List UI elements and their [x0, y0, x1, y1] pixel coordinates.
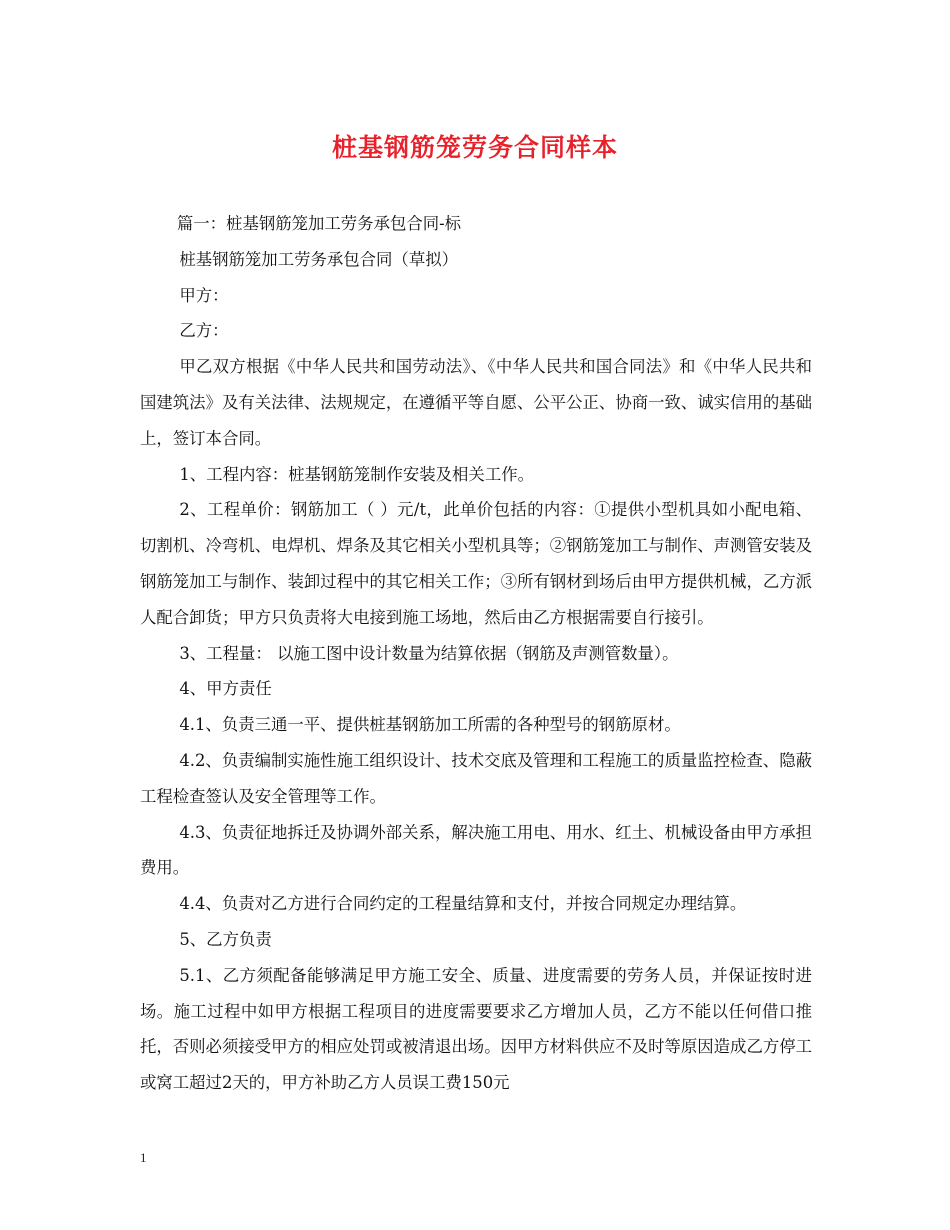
preamble-paragraph: 甲乙双方根据《中华人民共和国劳动法》、《中华人民共和国合同法》和《中华人民共和国建筑法》及有关法律、法规规定，在遵循平等自愿、公平公正、协商一致、诚实信用的基础上，签订本合同。 [140, 357, 813, 448]
document-body [140, 206, 812, 1101]
clause-4-1: 4.1、负责三通一平、提供桩基钢筋加工所需的各种型号的钢筋原材。 [179, 715, 681, 735]
clause-2: 2、工程单价：钢筋加工（ ）元/t，此单价包括的内容：①提供小型机具如小配电箱、切割机、冷弯机、电焊机、焊条及其它相关小型机具等；②钢筋笼加工与制作、声测管安装及钢筋笼加工与制作、装卸过程中的其它相关工作；③所有钢材到场后由甲方提供机械，乙方派人配合卸货；甲方只负责将大电接到施工场地，然后由乙方根据需要自行接引。 [140, 500, 813, 627]
document-title: 桩基钢筋笼劳务合同样本 [331, 133, 618, 162]
contract-name: 桩基钢筋笼加工劳务承包合同（草拟） [179, 249, 458, 269]
clause-4-3: 4.3、负责征地拆迁及协调外部关系，解决施工用电、用水、红土、机械设备由甲方承担费用。 [140, 822, 812, 878]
clause-3: 3、工程量： 以施工图中设计数量为结算依据（钢筋及声测管数量）。 [179, 643, 679, 663]
clause-1: 1、工程内容：桩基钢筋笼制作安装及相关工作。 [179, 464, 534, 484]
clause-4-4: 4.4、负责对乙方进行合同约定的工程量结算和支付，并按合同规定办理结算。 [179, 894, 747, 914]
page-number: 1 [140, 1150, 147, 1165]
clause-4-2: 4.2、负责编制实施性施工组织设计、技术交底及管理和工程施工的质量监控检查、隐蔽工程检查签认及安全管理等工作。 [140, 750, 812, 806]
clause-5-heading: 5、乙方负责 [179, 929, 272, 949]
party-a-line: 甲方： [179, 285, 229, 305]
party-b-line: 乙方： [179, 321, 229, 341]
clause-5-1: 5.1、乙方须配备能够满足甲方施工安全、质量、进度需要的劳务人员，并保证按时进场。施工过程中如甲方根据工程项目的进度需要要求乙方增加人员，乙方不能以任何借口推托，否则必须接受甲方的相应处罚或被清退出场。因甲方材料供应不及时等原因造成乙方停工或窝工超过2天的，甲方补助乙方人员误工费150元 [140, 965, 813, 1093]
section-heading: 篇一：桩基钢筋笼加工劳务承包合同-标 [176, 214, 462, 233]
clause-4-heading: 4、甲方责任 [179, 679, 272, 699]
